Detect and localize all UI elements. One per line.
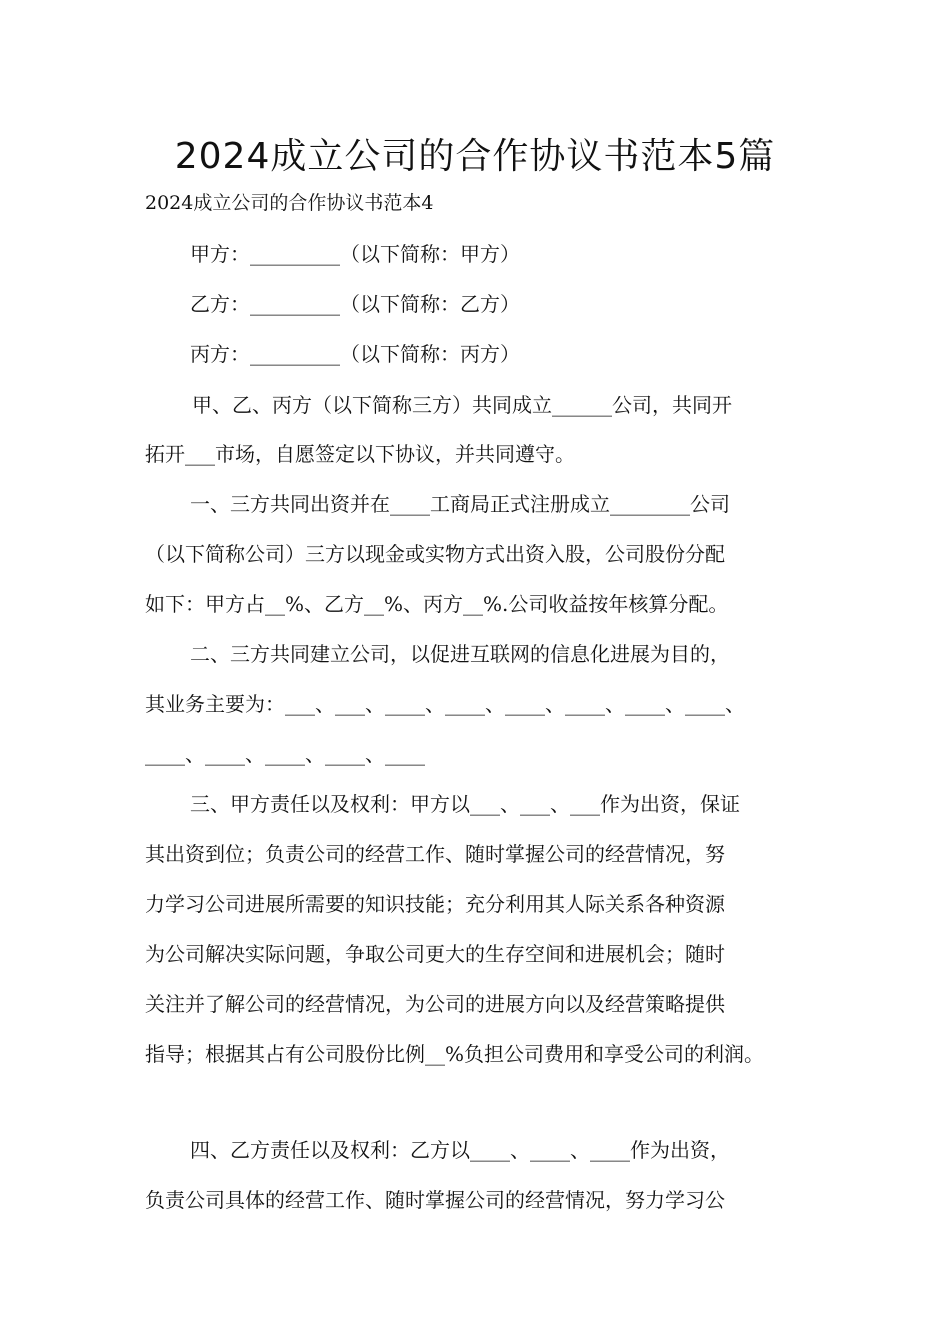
- clause-3-line-3: 力学习公司进展所需要的知识技能；充分利用其人际关系各种资源: [145, 892, 725, 916]
- clause-2-line-2: 其业务主要为：___、___、____、____、____、____、____、____、: [145, 692, 745, 716]
- intro-line-1: 甲、乙、丙方（以下简称三方）共同成立______公司，共同开: [192, 393, 732, 417]
- clause-1-line-3: 如下：甲方占__%、乙方__%、丙方__%.公司收益按年核算分配。: [145, 592, 729, 616]
- clause-3-line-1: 三、甲方责任以及权利：甲方以___、___、___作为出资，保证: [190, 792, 740, 816]
- clause-3-line-2: 其出资到位；负责公司的经营工作、随时掌握公司的经营情况，努: [145, 842, 725, 866]
- party-c-line: 丙方：_________（以下简称：丙方）: [190, 342, 520, 366]
- clause-3-line-6: 指导；根据其占有公司股份比例__%负担公司费用和享受公司的利润。: [145, 1042, 765, 1066]
- clause-4-line-2: 负责公司具体的经营工作、随时掌握公司的经营情况，努力学习公: [145, 1188, 725, 1212]
- clause-2-line-3: ____、____、____、____、____: [145, 742, 425, 766]
- document-subtitle: 2024成立公司的合作协议书范本4: [145, 192, 434, 214]
- clause-1-line-1: 一、三方共同出资并在____工商局正式注册成立________公司: [190, 492, 730, 516]
- document-title: 2024成立公司的合作协议书范本5篇: [174, 136, 776, 177]
- clause-3-line-4: 为公司解决实际问题，争取公司更大的生存空间和进展机会；随时: [145, 942, 725, 966]
- party-a-line: 甲方：_________（以下简称：甲方）: [190, 242, 520, 266]
- clause-4-line-1: 四、乙方责任以及权利：乙方以____、____、____作为出资，: [190, 1138, 730, 1162]
- clause-2-line-1: 二、三方共同建立公司，以促进互联网的信息化进展为目的，: [190, 642, 730, 666]
- intro-line-2: 拓开___市场，自愿签定以下协议，并共同遵守。: [145, 442, 575, 466]
- clause-3-line-5: 关注并了解公司的经营情况，为公司的进展方向以及经营策略提供: [145, 992, 725, 1016]
- clause-1-line-2: （以下简称公司）三方以现金或实物方式出资入股，公司股份分配: [145, 542, 725, 566]
- party-b-line: 乙方：_________（以下简称：乙方）: [190, 292, 520, 316]
